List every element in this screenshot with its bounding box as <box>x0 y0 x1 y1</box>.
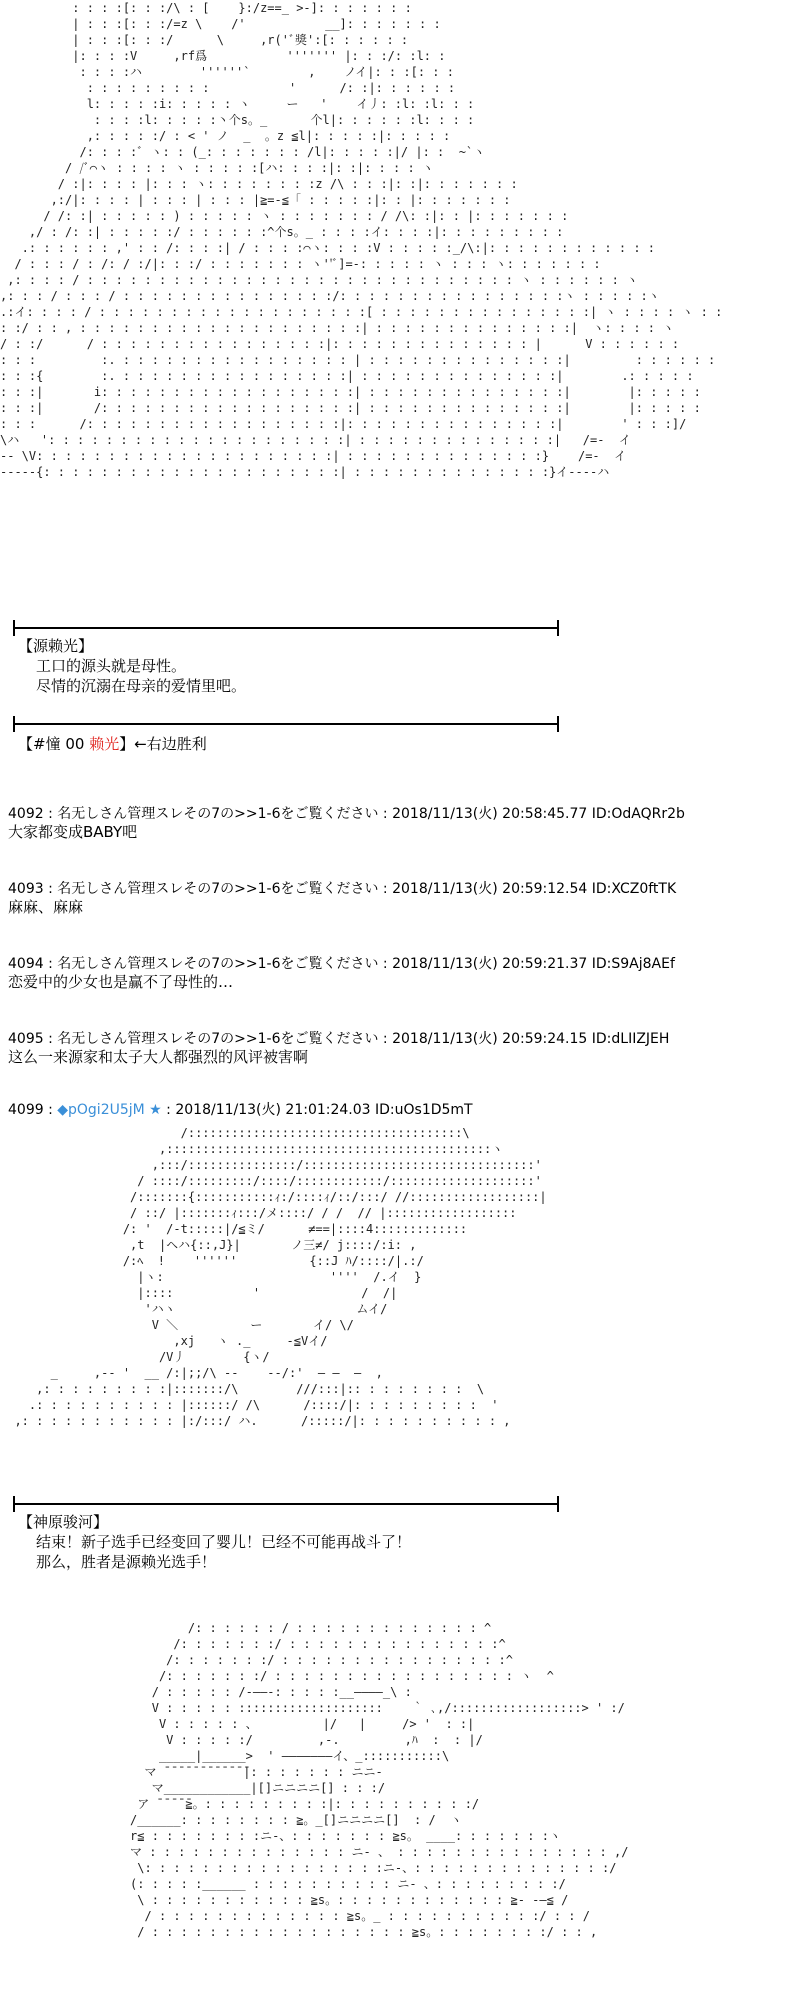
ascii-art-raikou: : : : :[: : :/\ : [ }:/z==_ >-]: : : : : : : | : : :[: : :/=z \ /' __]: : : : : : : | : : :[: : :/ \ ,r('ﾞ獎':[: : : : : : |: : : :V ,rf爲 ''''''' |: : :/: :l: : : : : :ハ ''''''` , ノイ|: : :[: : : : : : : : : : : : ' /: :|: : : : : : l: : : : :i: : : : : ヽ ー ' イ丿: :l: :l: : : : : : :l: : : : :丶个s。_ 个l|: : : : : :l: : : : ,: : : : :/ : < ' ノ _ 。z ≦l|: : : : :|: : : : : /: : : :ﾞ ヽ: : (_: : : : : : : /l|: : : : :|/ |: : ~`ヽ / /ﾞ⌒ヽ : : : : ヽ : : : : :[ハ: : : :|: :|: : : : ヽ / :|: : : : |: : : ヽ: : : : : : : :z /\ : : :|: :|: : : : : : : ,:/|: : : : | : : : | : : : |≧=-≦「 : : : : :|: : |: : : : : : : / /: :| : : : : : ) : : : : : ヽ : : : : : : : / /\: :|: : |: : : : : : : ,/ : /: :| : : : : :/ : : : : : :^个s。_ : : : :イ: : : :|: : : : : : : : : .: : : : : : ,' : : /: : : :| / : : : :⌒ヽ: : : :V : : : : :_/\:|: : : : : : : : : : : : / : : : / : /: / :/|: : :/ : : : : : : : ヽ''ﾞ]=-: : : : : ヽ : : : ヽ: : : : : : : ,: : : : / : : : : : : : : : : : : : : : : : : : : : : : : : : : : : : ヽ : : : : : : ヽ ,: : : / : : : / : : : : : : : : : : : : : : :/: : : : : : : : : : : : : : : :ヽ : : : : :ヽ .:イ: : : : / : : : : : : : : : : : : : : : : : : :[ : : : : : : : : : : : : : : :| ヽ : : : : ヽ : : : :/ : : , : : : : : : : : : : : : : : : : : : : :| : : : : : : : : : : : : : :| ヽ: : : : ヽ / : :/ / : : : : : : : : : : : : : : : :|: : : : : : : : : : : : : : | V : : : : : : : : : :. : : : : : : : : : : : : : : : : | : : : : : : : : : : : : : :| : : : : : : : : :{ :. : : : : : : : : : : : : : : : :| : : : : : : : : : : : : : :| .: : : : : : : :| i: : : : : : : : : : : : : : : : : :| : : : : : : : : : : : : : :| |: : : : : : : :| /: : : : : : : : : : : : : : : : : :| : : : : : : : : : : : : : :| |: : : : : : : : /: : : : : : : : : : : : : : : : : :|: : : : : : : : : : : : : : :| ' : : :]/ \ハ ': : : : : : : : : : : : : : : : : : : : :| : : : : : : : : : : : : : :| /=- イ -- \V: : : : : : : : : : : : : : : : : : : : :| : : : : : : : : : : : : : :} /=- イ -----{: : : : : : : : : : : : : : : : : : : : :| : : : : : : : : : : : : : :}イ----ハ <box>0 1 723 479</box>
speech-raikou <box>18 636 246 696</box>
tag-winner-name: 赖光 <box>89 735 120 753</box>
post-header: 4093 : 名无しさん管理スレその7の>>1-6をご覧ください : 2018/11/13(火) 20:59:12.54 ID:XCZ0ftTK <box>8 881 677 897</box>
divider <box>14 723 558 725</box>
tag-prefix: 【#憧 00 <box>18 735 90 753</box>
ascii-art-kanbaru: /::::::::::::::::::::::::::::::::::::::\ ,:::::::::::::::::::::::::::::::::::::::::::::ヽ ,:::/:::::::::::::::/::::::::::::::::::::::::::::::::' / ::::/:::::::::/::::/::::::::::::/::::::::::::::::::::' /:::::::{:::::::::::ｨ:/::::ｨ/::/:::/ //::::::::::::::::::| / ::/ |:::::::ｨ:::/メ::::/ / / // |:::::::::::::::::: /: ' /-t:::::|/≦ミ/ ≠==|::::4::::::::::::: ,t |ヘハ{::,J}| ノ三≠/ j::::/:i: , /:ﾍ ! '''''' {::J ﾊ/::::/|.:/ |ヽ: '''' /.イ } |:::: ' / /| 'ハヽ ムイ/ V ＼ ー イ/ \/ ,xj ヽ ._ -≦Vイ/ /V丿 {ヽ/ _ ,-‐ ' __ /:|;;/\ -- --/:' ― ― ― , ,: : : : : : : : :|:::::::/\ ///:::|:: : : : : : : : \ .: : : : : : : : : : |::::::/ /\ /::::/|: : : : : : : : : ' ,: : : : : : : : : : : |:/:::/ ハ. /:::::/|: : : : : : : : : : , <box>14 1126 547 1428</box>
post <box>8 955 675 991</box>
post-body: 麻麻、麻麻 <box>8 898 84 916</box>
speech-line: 结束！新子选手已经变回了婴儿！已经不可能再战斗了！ <box>36 1533 412 1551</box>
post-body: 这么一来源家和太子大人都强烈的风评被害啊 <box>8 1048 309 1066</box>
post-body: 大家都变成BABY吧 <box>8 823 138 841</box>
tag-suffix: 】←右边胜利 <box>119 735 207 753</box>
op-post-header <box>8 1101 473 1119</box>
speech-line: 尽情的沉溺在母亲的爱情里吧。 <box>36 677 247 695</box>
post-body: 恋爱中的少女也是赢不了母性的… <box>8 973 234 991</box>
result-tag <box>18 733 207 754</box>
ascii-art-mecha: /: : : : : : / : : : : : : : : : : : : : ^ /: : : : : : :/ : : : : : : : : : : : : : : :^ /: : : : : : :/ : : : : : : : : : : : : : : : :^ /: : : : : : :/ : : : : : : : : : : : : : : : : : ヽ ^ / : : : : : /-――-: : : : :__――――_\ : V : : : : : :::::::::::::::::::: ｀ ､,/::::::::::::::::::> ' :/ V : : : : : 、 |/ | /> ' : :| V : : : : :/ ,-. ,ﾊ : : |/ _____|______> ' ―――――――イ、_:::::::::::\ マ ̄ ̄ ̄ ̄ ̄ ̄ ̄ ̄ ̄ ̄ ̄ ̄|: : : : : : : ニニ- マ____________|[]ニニニニ[] : : :/ ア ̄ ̄ ̄ ̄ ̄≧。: : : : : : : : :|: : : : : : : : : :/ /______: : : : : : : : ≧。_[]ニニニニ[] : / ヽ r≦ : : : : : : : :ニ-、: : : : : : : ≧s。 ____: : : : : : :ヽ マ : : : : : : : : : : : : : : ニ- 、 : : : : : : : : : : : : : : : ,/ \: : : : : : : : : : : : : : : : :ニ-、: : : : : : : : : : : : : :/ (: : : : :______ : : : : : : : : : : ニ- 、: : : : : : : : :/ \ : : : : : : : : : : : ≧s。: : : : : : : : : : : : ≧- -―≦ / / : : : : : : : : : : : : : ≧s。_ : : : : : : : : : : :/ : : / / : : : : : : : : : : : : : : : : : : ≧s。: : : : : : : :/ : : , <box>130 1621 629 1939</box>
speech-line: 那么，胜者是源赖光选手！ <box>36 1553 217 1571</box>
post-number: 4099 : <box>8 1102 58 1118</box>
divider <box>14 627 558 629</box>
post-header: 4092 : 名无しさん管理スレその7の>>1-6をご覧ください : 2018/11/13(火) 20:58:45.77 ID:OdAQRr2b <box>8 806 685 822</box>
speaker-name: 【神原骏河】 <box>18 1513 109 1531</box>
speech-kanbaru <box>18 1512 411 1572</box>
post <box>8 805 685 841</box>
post <box>8 1030 669 1066</box>
trip-code-link[interactable]: ◆pOgi2U5jM ★ <box>57 1102 162 1118</box>
post-meta: : 2018/11/13(火) 21:01:24.03 ID:uOs1D5mT <box>161 1102 473 1118</box>
divider <box>14 1503 558 1505</box>
post-header: 4095 : 名无しさん管理スレその7の>>1-6をご覧ください : 2018/11/13(火) 20:59:24.15 ID:dLIIZJEH <box>8 1031 670 1047</box>
post <box>8 880 676 916</box>
speaker-name: 【源赖光】 <box>18 637 94 655</box>
post-header: 4094 : 名无しさん管理スレその7の>>1-6をご覧ください : 2018/11/13(火) 20:59:21.37 ID:S9Aj8AEf <box>8 956 675 972</box>
speech-line: 工口的源头就是母性。 <box>36 657 187 675</box>
